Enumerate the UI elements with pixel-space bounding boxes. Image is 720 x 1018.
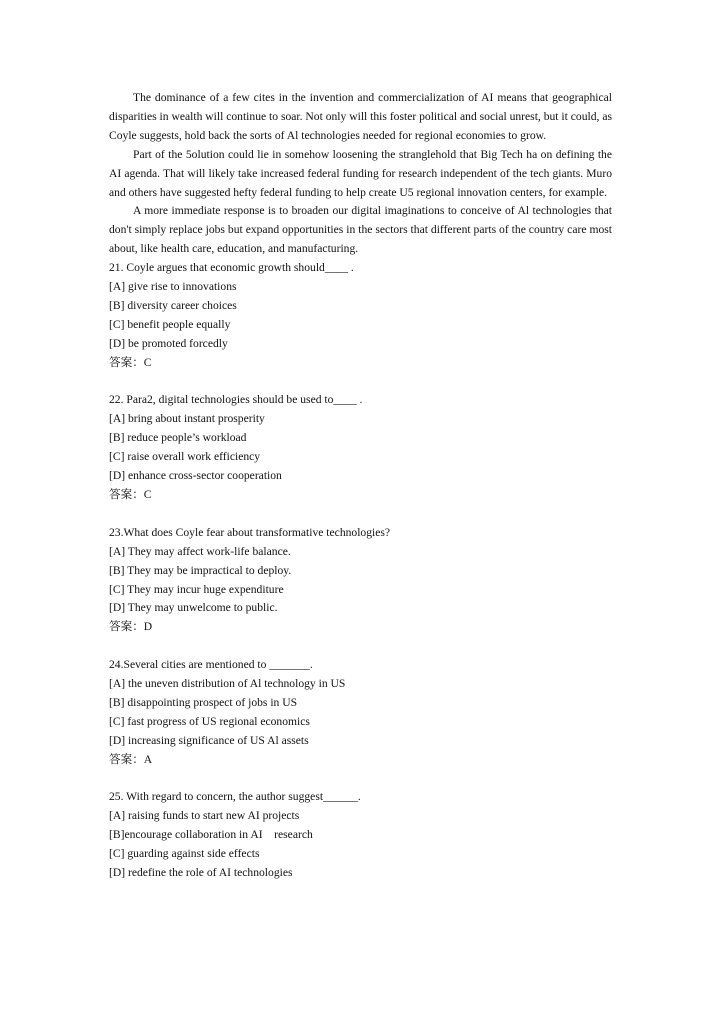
option-a: [A] give rise to innovations (109, 280, 237, 294)
option-c: [C] fast progress of US regional economics (109, 714, 310, 728)
answer-line: 答案：D (109, 620, 153, 634)
option-c: [C] They may incur huge expenditure (109, 582, 284, 596)
option-d: [D] They may unwelcome to public. (109, 601, 278, 615)
question-stem: 21. Coyle argues that economic growth should____ . (109, 261, 354, 275)
question-stem: 25. With regard to concern, the author suggest______. (109, 790, 361, 804)
option-d: [D] be promoted forcedly (109, 336, 228, 350)
question-25 (109, 788, 612, 883)
answer-line: 答案：C (109, 355, 152, 369)
question-21 (109, 259, 612, 372)
passage-paragraph-1: The dominance of a few cites in the invention and commercialization of AI means that geographical disparities in wealth will continue to soar. Not only will this foster political and social unrest, but it could, as Coyle suggests, hold back the sorts of Al technologies needed for regional economies to grow. (109, 91, 612, 142)
question-24 (109, 656, 612, 769)
answer-line: 答案：C (109, 488, 152, 502)
option-c: [C] raise overall work efficiency (109, 450, 261, 464)
option-d: [D] redefine the role of AI technologies (109, 866, 293, 880)
option-b: [B] They may be impractical to deploy. (109, 563, 292, 577)
option-b: [B] disappointing prospect of jobs in US (109, 695, 298, 709)
question-22 (109, 391, 612, 504)
answer-line: 答案：A (109, 752, 153, 766)
option-b: [B]encourage collaboration in AI research (109, 828, 313, 842)
passage-paragraph-3: A more immediate response is to broaden our digital imaginations to conceive of Al technologies that don't simply replace jobs but expand opportunities in the sectors that different parts of the country care most about, like health care, education, and manufacturing. (109, 204, 612, 256)
option-a: [A] They may affect work-life balance. (109, 544, 291, 558)
question-stem: 24.Several cities are mentioned to _______. (109, 658, 313, 672)
option-a: [A] the uneven distribution of Al technology in US (109, 677, 346, 691)
option-a: [A] bring about instant prosperity (109, 412, 265, 426)
passage-paragraph-2: Part of the 5olution could lie in somehow loosening the stranglehold that Big Tech ha on defining the AI agenda. That will likely take increased federal funding for research independent of the tech giants. Muro and others have suggested hefty federal funding to help create U5 regional innovation centers, for example. (109, 147, 612, 199)
question-stem: 22. Para2, digital technologies should be used to____ . (109, 393, 363, 407)
document-content (109, 89, 612, 883)
option-b: [B] diversity career choices (109, 298, 237, 312)
option-c: [C] benefit people equally (109, 317, 231, 331)
option-d: [D] enhance cross-sector cooperation (109, 469, 282, 483)
question-23 (109, 524, 612, 637)
option-d: [D] increasing significance of US Al assets (109, 733, 309, 747)
option-b: [B] reduce people’s workload (109, 431, 247, 445)
option-c: [C] guarding against side effects (109, 847, 260, 861)
option-a: [A] raising funds to start new AI projects (109, 809, 300, 823)
question-stem: 23.What does Coyle fear about transformative technologies? (109, 525, 391, 539)
